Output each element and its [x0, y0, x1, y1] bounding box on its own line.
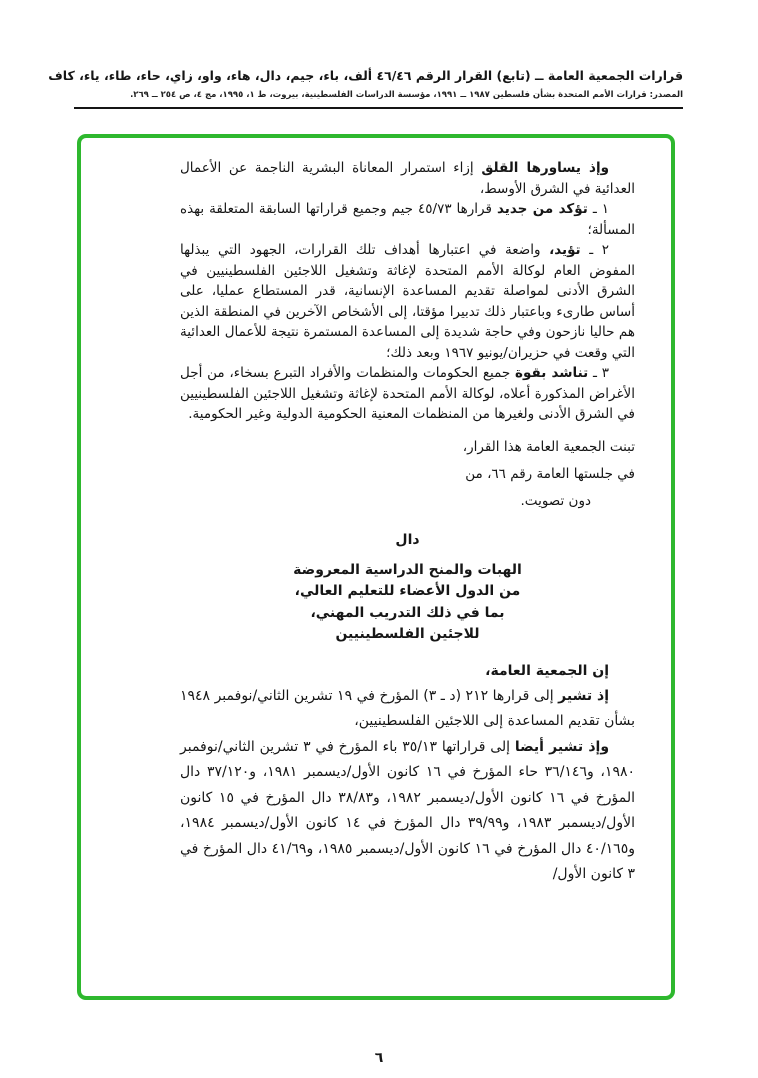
resolution-box [77, 134, 675, 1000]
recital-text: إلى قراراتها ٣٥/١٣ باء المؤرخ في ٣ تشرين الثاني/نوفمبر ١٩٨٠، و٣٦/١٤٦ حاء المؤرخ في ١٦ كانون الأول/ديسمبر ١٩٨١، و٣٧/١٢٠ دال المؤرخ في ١٦ كانون الأول/ديسمبر ١٩٨٢، و٣٨/٨٣ دال المؤرخ في ١٥ كانون الأول/ديسمبر ١٩٨٣، و٣٩/٩٩ دال المؤرخ في ١٤ كانون الأول/ديسمبر ١٩٨٤، و٤٠/١٦٥ دال المؤرخ في ١٦ كانون الأول/ديسمبر ١٩٨٥، و٤١/٦٩ دال المؤرخ في ٣ كانون الأول/ [180, 738, 635, 882]
preamble-text: إزاء استمرار المعاناة البشرية الناجمة عن الأعمال العدائية في الشرق الأوسط، [180, 160, 635, 197]
paragraph-lead: تناشد بقوة [515, 365, 589, 381]
recital-lead: وإذ تشير أيضا [514, 738, 610, 755]
paragraph-number: ٣ ـ [592, 365, 609, 381]
adoption-line: في جلستها العامة رقم ٦٦، من [465, 465, 635, 482]
operative-paragraph-1 [180, 199, 635, 240]
recital-text: إلى قرارها ٢١٢ (د ـ ٣) المؤرخ في ١٩ تشرين الثاني/نوفمبر ١٩٤٨ بشأن تقديم المساعدة إلى اللاجئين الفلسطينيين، [180, 687, 635, 729]
page-header [0, 0, 758, 109]
opening-formula: إن الجمعية العامة، [485, 662, 609, 679]
section-title-line: بما في ذلك التدريب المهني، [310, 604, 505, 621]
paragraph-text: جميع الحكومات والمنظمات والأفراد التبرع بسخاء، من أجل الأغراض المذكورة أعلاه، لوكالة الأمم المتحدة لإغاثة وتشغيل اللاجئين الفلسطينيين في الشرق الأدنى ولغيرها من المنظمات المعنية الحكومية الدولية وغير الحكومية. [180, 365, 635, 422]
page-number: ٦ [374, 1050, 384, 1066]
preamble-paragraph [180, 158, 635, 199]
source-line: المصدر: قرارات الأمم المتحدة بشأن فلسطين ١٩٨٧ ــ ١٩٩١، مؤسسة الدراسات الفلسطينية، بيروت، ط ١، ١٩٩٥، مج ٤، ص ٢٥٤ ــ ٢٦٩. [130, 90, 683, 100]
operative-paragraph-2 [180, 240, 635, 363]
adoption-note [180, 434, 635, 515]
paragraph-number: ٢ ـ [589, 242, 609, 258]
preamble-lead: وإذ يساورها القلق [481, 160, 609, 176]
section-title-line: من الدول الأعضاء للتعليم العالي، [294, 583, 521, 599]
recital-2 [180, 735, 635, 888]
section-title-line: الهبات والمنح الدراسية المعروضة [293, 561, 522, 578]
adoption-line: دون تصويت. [520, 492, 591, 509]
section-title-line: للاجئين الفلسطينيين [335, 626, 480, 642]
header-divider [74, 107, 683, 109]
section-letter: دال [395, 531, 420, 548]
paragraph-text: قرارها ٤٥/٧٣ جيم وجميع قراراتها السابقة المتعلقة بهذه المسألة؛ [180, 201, 635, 238]
adoption-line: تبنت الجمعية العامة هذا القرار، [462, 438, 635, 455]
document-title: قرارات الجمعية العامة ــ (تابع) القرار الرقم ٤٦/٤٦ ألف، باء، جيم، دال، هاء، واو، زاي، حاء، طاء، ياء، كاف [48, 68, 683, 83]
paragraph-number: ١ ـ [592, 201, 610, 217]
recital-1 [180, 684, 635, 735]
operative-paragraph-3 [180, 363, 635, 425]
section-title [180, 560, 635, 646]
paragraph-lead: تؤكد من جديد [496, 201, 588, 217]
paragraph-lead: تؤيد، [549, 242, 581, 258]
paragraph-text: واضعة في اعتبارها أهداف تلك القرارات، الجهود التي يبذلها المفوض العام لوكالة الأمم المتحدة لإغاثة وتشغيل اللاجئين الفلسطينيين في الشرق الأدنى لمواصلة تقديم المساعدة الإنسانية، قدر المستطاع عمليا، على أساس طارىء وباعتبار ذلك تدبيرا مؤقتا، إلى الأشخاص الآخرين في المنطقة الذين هم حاليا نازحون وفي حاجة شديدة إلى المساعدة المستمرة نتيجة للأعمال العدائية التي وقعت في حزيران/يونيو ١٩٦٧ وبعد ذلك؛ [180, 242, 635, 361]
recital-lead: إذ تشير [558, 687, 610, 704]
